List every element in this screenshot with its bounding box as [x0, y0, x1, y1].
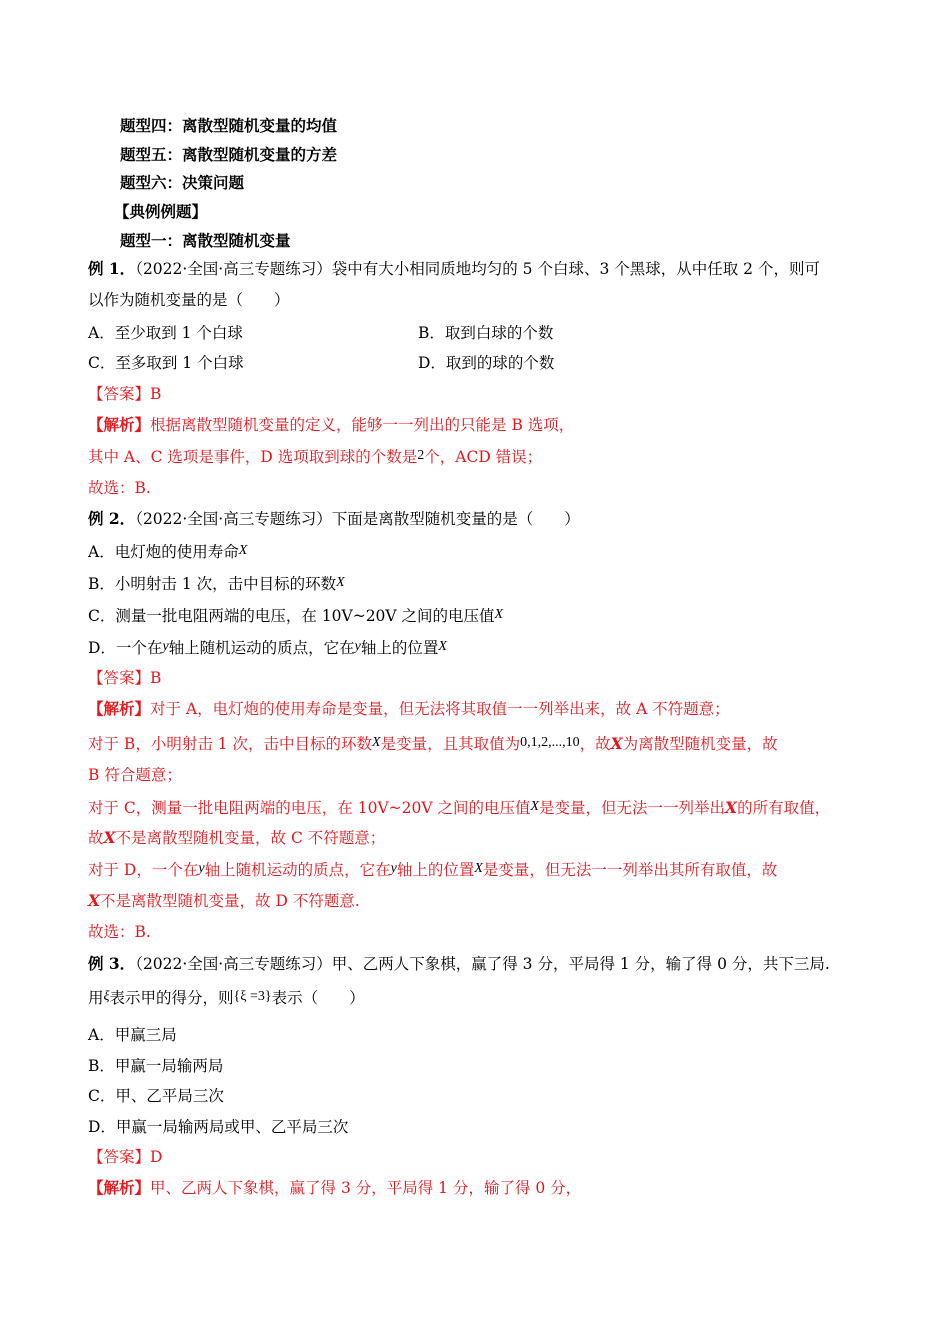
- example-2-analysis-3: B 符合题意；: [88, 766, 182, 784]
- example-2-option-b: B．小明射击 1 次，击中目标的环数X: [88, 575, 345, 593]
- example-3-option-c: C．甲、乙平局三次: [88, 1087, 224, 1105]
- example-1-analysis-1: 【解析】根据离散型随机变量的定义，能够一一列出的只能是 B 选项，: [88, 415, 575, 434]
- example-1-analysis-2: 其中 A、C 选项是事件，D 选项取到球的个数是2个，ACD 错误；: [88, 448, 543, 466]
- example-2-analysis-2: 对于 B，小明射击 1 次，击中目标的环数X是变量，且其取值为0,1,2,...,10，故X为离散型随机变量，故: [88, 734, 778, 753]
- example-1-question-cont: 以作为随机变量的是（ ）: [88, 291, 290, 309]
- example-2-analysis-1: 【解析】对于 A，电灯炮的使用寿命是变量，但无法将其取值一一列举出来，故 A 不符题意；: [88, 699, 730, 718]
- example-3-question-cont: 用ξ表示甲的得分，则{ξ =3}表示（ ）: [88, 989, 365, 1007]
- option-b: B．取到白球的个数: [418, 324, 554, 342]
- example-3-option-d: D．甲赢一局输两局或甲、乙平局三次: [88, 1118, 349, 1136]
- toc-item-6: 题型六：决策问题: [120, 173, 245, 192]
- example-2-option-d: D．一个在y轴上随机运动的质点，它在y轴上的位置X: [88, 639, 447, 657]
- example-1-answer: 【答案】B: [88, 385, 162, 403]
- example-1-options-row2: [88, 352, 880, 374]
- example-2-analysis-4: 对于 C，测量一批电阻两端的电压，在 10V~20V 之间的电压值X是变量，但无法一一列举出X的所有取值，: [88, 798, 831, 817]
- example-2-analysis-5: 故X不是离散型随机变量，故 C 不符题意；: [88, 828, 386, 847]
- option-c: C．至多取到 1 个白球: [88, 354, 244, 372]
- example-3-question: 例 3．（2022·全国·高三专题练习）甲、乙两人下象棋，赢了得 3 分，平局得 1 分，输了得 0 分，共下三局.: [88, 954, 830, 973]
- example-2-question: 例 2．（2022·全国·高三专题练习）下面是离散型随机变量的是（ ）: [88, 509, 580, 528]
- example-2-analysis-8: 故选：B.: [88, 923, 151, 941]
- example-2-label: 例 2．: [88, 509, 136, 528]
- section-heading: 【典例例题】: [114, 202, 208, 221]
- toc-item-5: 题型五：离散型随机变量的方差: [120, 145, 338, 164]
- example-2-answer: 【答案】B: [88, 669, 162, 687]
- toc-item-4: 题型四：离散型随机变量的均值: [120, 116, 338, 135]
- example-2-analysis-6: 对于 D，一个在y轴上随机运动的质点，它在y轴上的位置X是变量，但无法一一列举出其所有取值，故: [88, 861, 778, 879]
- option-a: A．至少取到 1 个白球: [88, 324, 243, 342]
- example-1-analysis-3: 故选：B.: [88, 479, 151, 497]
- example-1-label: 例 1．: [88, 259, 136, 278]
- example-1-question: 例 1．（2022·全国·高三专题练习）袋中有大小相同质地均匀的 5 个白球、3 个黑球，从中任取 2 个，则可: [88, 259, 820, 278]
- example-3-analysis-1: 【解析】甲、乙两人下象棋，赢了得 3 分，平局得 1 分，输了得 0 分，: [88, 1178, 582, 1197]
- example-3-answer: 【答案】D: [88, 1148, 163, 1166]
- example-3-option-b: B．甲赢一局输两局: [88, 1057, 224, 1075]
- example-3-option-a: A．甲赢三局: [88, 1026, 177, 1044]
- option-d: D．取到的球的个数: [418, 354, 555, 372]
- question-type-heading: 题型一：离散型随机变量: [120, 231, 291, 250]
- example-1-options-row1: [88, 322, 880, 344]
- example-2-option-a: A．电灯炮的使用寿命X: [88, 543, 248, 561]
- example-3-label: 例 3．: [88, 954, 136, 973]
- example-2-analysis-7: X不是离散型随机变量，故 D 不符题意.: [88, 891, 360, 910]
- example-2-option-c: C．测量一批电阻两端的电压，在 10V~20V 之间的电压值X: [88, 607, 504, 625]
